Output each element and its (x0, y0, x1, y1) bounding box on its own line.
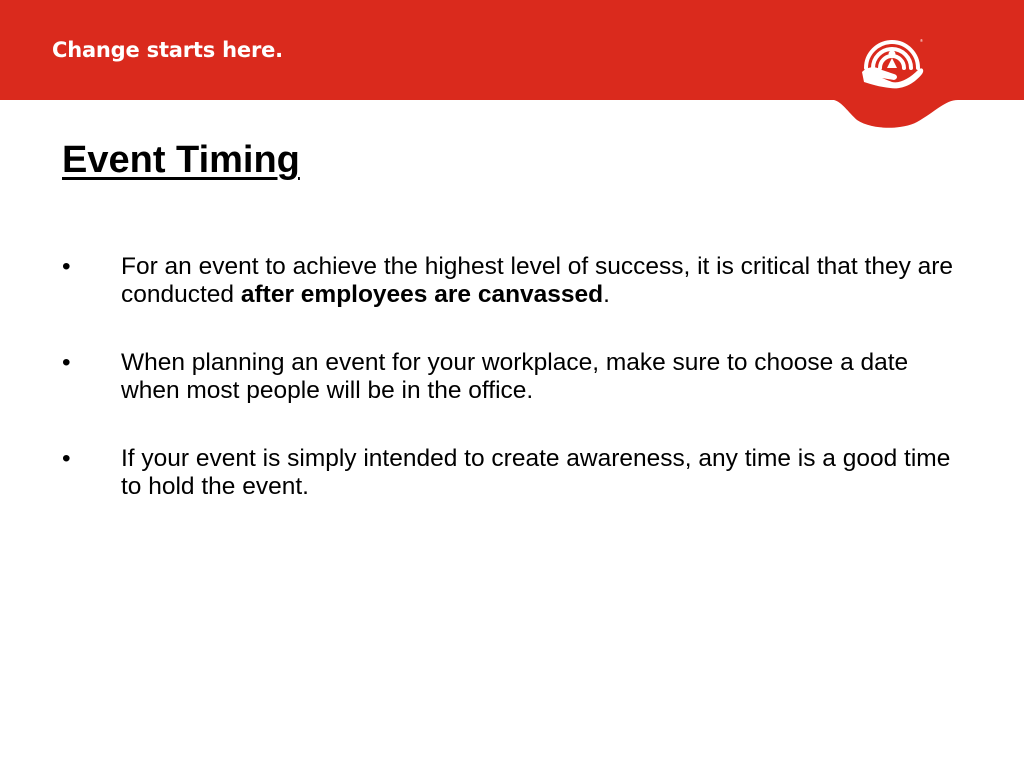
bullet-text-normal: For an event to achieve the highest level of success, it is critical that they are conducted (121, 253, 954, 308)
bullet-text-end: . (603, 281, 610, 308)
tagline: Change starts here. (52, 38, 283, 62)
svg-text:®: ® (920, 38, 923, 43)
bullet-text (121, 253, 961, 309)
slide-title: Event Timing (62, 139, 300, 181)
bullet-text-normal: If your event is simply intended to create awareness, any time is a good time to hold the event. (121, 445, 951, 500)
bullet-dot: • (62, 349, 71, 376)
bullet-text-normal: When planning an event for your workplace, make sure to choose a date when most people will be in the office. (121, 349, 909, 404)
bullet-text (121, 349, 961, 405)
united-way-hand-rainbow-icon (858, 28, 926, 90)
list-item (0, 253, 1024, 309)
bullet-list (0, 253, 1024, 541)
bullet-text-bold: after employees are canvassed (240, 281, 604, 308)
bullet-dot: • (62, 445, 71, 472)
list-item (0, 349, 1024, 405)
bullet-text (121, 445, 961, 501)
list-item (0, 445, 1024, 501)
bullet-dot: • (62, 253, 71, 280)
